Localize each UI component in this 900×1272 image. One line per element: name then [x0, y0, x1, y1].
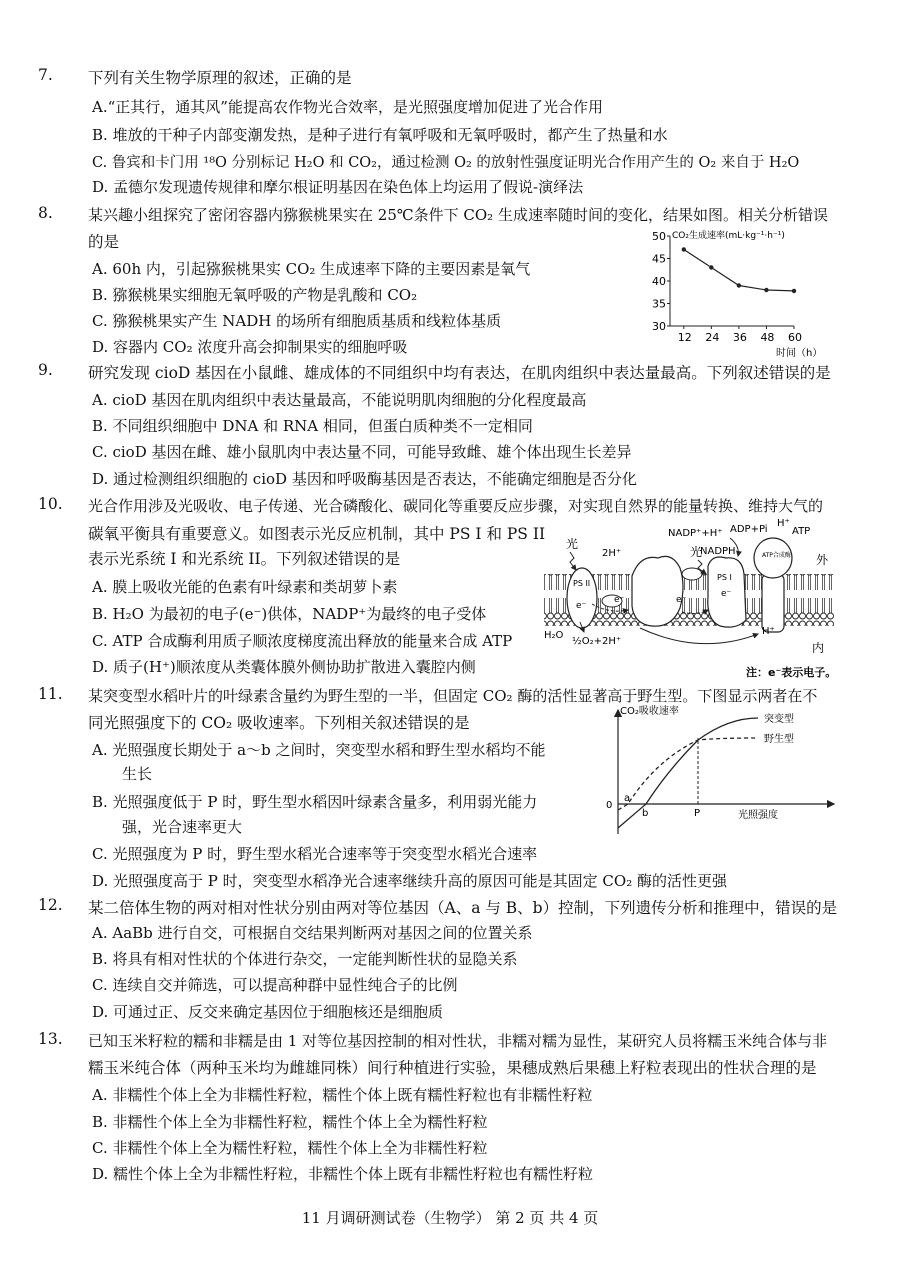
co2-generation-rate-chart	[628, 222, 823, 359]
two-h-plus-label: 2H⁺	[602, 548, 622, 559]
question-9-option-d: D. 通过检测组织细胞的 cioD 基因和呼吸酶基因是否表达，不能确定细胞是否分化	[92, 470, 637, 488]
question-11-option-b: B. 光照强度低于 P 时，野生型水稻因叶绿素含量多，利用弱光能力	[92, 793, 538, 811]
question-8-number: 8.	[38, 204, 53, 222]
question-9-option-c: C. cioD 基因在雌、雄小鼠肌肉中表达量不同，可能导致雌、雄个体出现生长差异	[92, 443, 632, 461]
data-point	[709, 265, 713, 269]
question-10-stem-line3: 表示光系统 I 和光系统 II。下列叙述错误的是	[88, 550, 401, 568]
question-9-stem: 研究发现 cioD 基因在小鼠雌、雄成体的不同组织中均有表达，在肌肉组织中表达量最高。下列叙述错误的是	[88, 364, 831, 382]
question-10-option-a: A. 膜上吸收光能的色素有叶绿素和类胡萝卜素	[92, 578, 398, 596]
diagram-note: 注：e⁻表示电子。	[746, 666, 837, 679]
x-axis-label: 光照强度	[738, 810, 778, 821]
data-point	[682, 247, 686, 251]
question-13-option-a: A. 非糯性个体上全为非糯性籽粒，糯性个体上既有糯性籽粒也有非糯性籽粒	[92, 1086, 593, 1104]
psii-complex	[567, 568, 597, 628]
series-mutant-label: 突变型	[764, 714, 794, 725]
question-13-option-b: B. 非糯性个体上全为非糯性籽粒，糯性个体上全为糯性籽粒	[92, 1113, 488, 1131]
page-footer: 11 月调研测试卷（生物学） 第 2 页 共 4 页	[301, 1209, 599, 1227]
question-8-stem-line2: 的是	[88, 233, 120, 251]
y-tick-label: 30	[652, 320, 666, 333]
question-10-option-b: B. H₂O 为最初的电子(e⁻)供体，NADP⁺为最终的电子受体	[92, 605, 487, 623]
x-tick-label: 36	[732, 331, 747, 344]
question-11-option-b-cont: 强，光合速率更大	[122, 818, 243, 836]
y-axis-label: CO₂生成速率(mL·kg⁻¹·h⁻¹)	[672, 231, 785, 241]
question-8-option-a: A. 60h 内，引起猕猴桃果实 CO₂ 生成速率下降的主要因素是氧气	[92, 260, 531, 278]
question-9-option-a: A. cioD 基因在肌肉组织中表达量最高，不能说明肌肉细胞的分化程度最高	[92, 391, 587, 409]
y-axis-label: CO₂吸收速率	[620, 706, 679, 717]
question-7-option-d: D. 孟德尔发现遗传规律和摩尔根证明基因在染色体上均运用了假说-演绎法	[92, 178, 584, 196]
question-8-stem-line1: 某兴趣小组探究了密闭容器内猕猴桃果实在 25℃条件下 CO₂ 生成速率随时间的变化，结果如图。相关分析错误	[88, 206, 828, 224]
electron-label-3: e⁻	[721, 589, 732, 599]
point-a-label: a	[624, 793, 631, 804]
h-plus-bottom-label: H⁺	[762, 626, 775, 637]
atp-synthase-stalk	[762, 574, 784, 632]
x-axis-label: 时间（h）	[776, 348, 823, 359]
proton-flow-arrow	[640, 628, 758, 644]
data-point	[764, 288, 768, 292]
series-mutant-line	[618, 718, 758, 828]
question-9-number: 9.	[38, 361, 53, 379]
x-tick-label: 60	[788, 331, 802, 344]
cytochrome-complex	[632, 556, 683, 626]
question-13-option-d: D. 糯性个体上全为非糯性籽粒，非糯性个体上既有非糯性籽粒也有糯性籽粒	[92, 1165, 594, 1183]
y-tick-label: 40	[652, 275, 666, 288]
question-13-stem-line2: 糯玉米纯合体（两种玉米均为雌雄同株）间行种植进行实验，果穗成熟后果穗上籽粒表现出的性状合理的是	[88, 1059, 817, 1077]
data-point	[737, 283, 741, 287]
y-tick-label: 35	[652, 297, 666, 311]
question-11-stem-line1: 某突变型水稻叶片的叶绿素含量约为野生型的一半，但固定 CO₂ 酶的活性显著高于野生型。下图显示两者在不	[88, 687, 818, 705]
atp-label: ATP	[792, 526, 811, 537]
point-b-label: b	[642, 808, 649, 819]
question-7-option-c: C. 鲁宾和卡门用 ¹⁸O 分别标记 H₂O 和 CO₂，通过检测 O₂ 的放射性强度证明光合作用产生的 O₂ 来自于 H₂O	[92, 155, 800, 171]
question-11-number: 11.	[38, 685, 63, 703]
question-8-option-b: B. 猕猴桃果实细胞无氧呼吸的产物是乳酸和 CO₂	[92, 286, 418, 304]
electron-label-4: e⁻	[676, 595, 687, 605]
question-13-number: 13.	[38, 1030, 63, 1048]
question-8-option-d: D. 容器内 CO₂ 浓度升高会抑制果实的细胞呼吸	[92, 338, 408, 356]
light-label-2: 光	[690, 545, 703, 559]
adp-label: ADP+Pi	[730, 524, 768, 535]
outside-label: 外	[816, 553, 829, 567]
question-13-stem-line1: 已知玉米籽粒的糯和非糯是由 1 对等位基因控制的相对性状，非糯对糯为显性，某研究人员将糯玉米纯合体与非	[88, 1032, 828, 1050]
question-7-number: 7.	[38, 66, 53, 84]
question-11-option-a: A. 光照强度长期处于 a～b 之间时，突变型水稻和野生型水稻均不能	[92, 741, 546, 759]
y-tick-label: 45	[652, 252, 666, 266]
light-arrow-1	[570, 552, 576, 570]
question-7-option-a: A.“正其行，通其风”能提高农作物光合效率，是光照强度增加促进了光合作用	[92, 98, 603, 116]
question-12-number: 12.	[38, 896, 63, 914]
question-12-option-c: C. 连续自交并筛选，可以提高种群中显性纯合子的比例	[92, 976, 458, 994]
psii-label: PS II	[573, 579, 591, 588]
electron-label-2: e⁻	[614, 595, 625, 605]
water-label: H₂O	[544, 630, 564, 641]
nadp-label: NADP⁺+H⁺	[668, 528, 723, 539]
point-p-label: P	[694, 808, 701, 819]
nadph-label: NADPH	[700, 546, 736, 557]
question-11-option-c: C. 光照强度为 P 时，野生型水稻光合速率等于突变型水稻光合速率	[92, 845, 538, 863]
x-tick-label: 12	[677, 331, 692, 344]
co2-absorption-rate-chart	[598, 700, 843, 838]
question-11-option-a-cont: 生长	[122, 765, 153, 783]
question-10-stem-line1: 光合作用涉及光吸收、电子传递、光合磷酸化、碳同化等重要反应步骤，对实现自然界的能量转换、维持大气的	[88, 497, 824, 515]
question-11-stem-line2: 同光照强度下的 CO₂ 吸收速率。下列相关叙述错误的是	[88, 714, 470, 732]
question-13-option-c: C. 非糯性个体上全为糯性籽粒，糯性个体上全为非糯性籽粒	[92, 1139, 488, 1157]
h-plus-top-label: H⁺	[777, 518, 790, 529]
question-10-option-d: D. 质子(H⁺)顺浓度从类囊体膜外侧协助扩散进入囊腔内侧	[92, 658, 476, 676]
question-7-option-b: B. 堆放的干种子内部变潮发热，是种子进行有氧呼吸和无氧呼吸时，都产生了热量和水	[92, 126, 668, 144]
question-12-option-a: A. AaBb 进行自交，可根据自交结果判断两对基因之间的位置关系	[92, 924, 533, 942]
electron-label-1: e⁻	[576, 601, 587, 611]
question-10-number: 10.	[38, 495, 63, 513]
question-12-stem: 某二倍体生物的两对相对性状分别由两对等位基因（A、a 与 B、b）控制，下列遗传分析和推理中，错误的是	[88, 899, 838, 917]
origin-label: 0	[606, 800, 613, 811]
question-9-option-b: B. 不同组织细胞中 DNA 和 RNA 相同，但蛋白质种类不一定相同	[92, 417, 533, 435]
question-7-stem: 下列有关生物学原理的叙述，正确的是	[88, 69, 352, 87]
psi-label: PS I	[717, 573, 732, 582]
oxygen-label: ½O₂+2H⁺	[572, 636, 622, 647]
question-12-option-d: D. 可通过正、反交来确定基因位于细胞核还是细胞质	[92, 1003, 444, 1021]
question-12-option-b: B. 将具有相对性状的个体进行杂交，一定能判断性状的显隐关系	[92, 950, 518, 968]
light-label-1: 光	[566, 537, 579, 551]
series-wild-type-line	[618, 738, 758, 810]
plastocyanin	[682, 568, 702, 580]
question-10-option-c: C. ATP 合成酶利用质子顺浓度梯度流出释放的能量来合成 ATP	[92, 632, 513, 650]
x-tick-label: 48	[760, 331, 775, 344]
y-tick-label: 50	[652, 230, 666, 243]
question-11-option-d: D. 光照强度高于 P 时，突变型水稻净光合速率继续升高的原因可能是其固定 CO₂ 酶的活性更强	[92, 872, 727, 890]
x-tick-label: 24	[705, 331, 720, 344]
data-point	[792, 289, 796, 293]
question-8-option-c: C. 猕猴桃果实产生 NADH 的场所有细胞质基质和线粒体基质	[92, 312, 502, 330]
inside-label: 内	[812, 641, 825, 655]
light-reaction-diagram	[540, 516, 870, 688]
question-10-stem-line2: 碳氧平衡具有重要意义。如图表示光反应机制，其中 PS I 和 PS II	[88, 525, 546, 543]
atp-synthase-label: ATP合成酶	[762, 552, 791, 559]
series-wild-type-label: 野生型	[764, 734, 794, 745]
